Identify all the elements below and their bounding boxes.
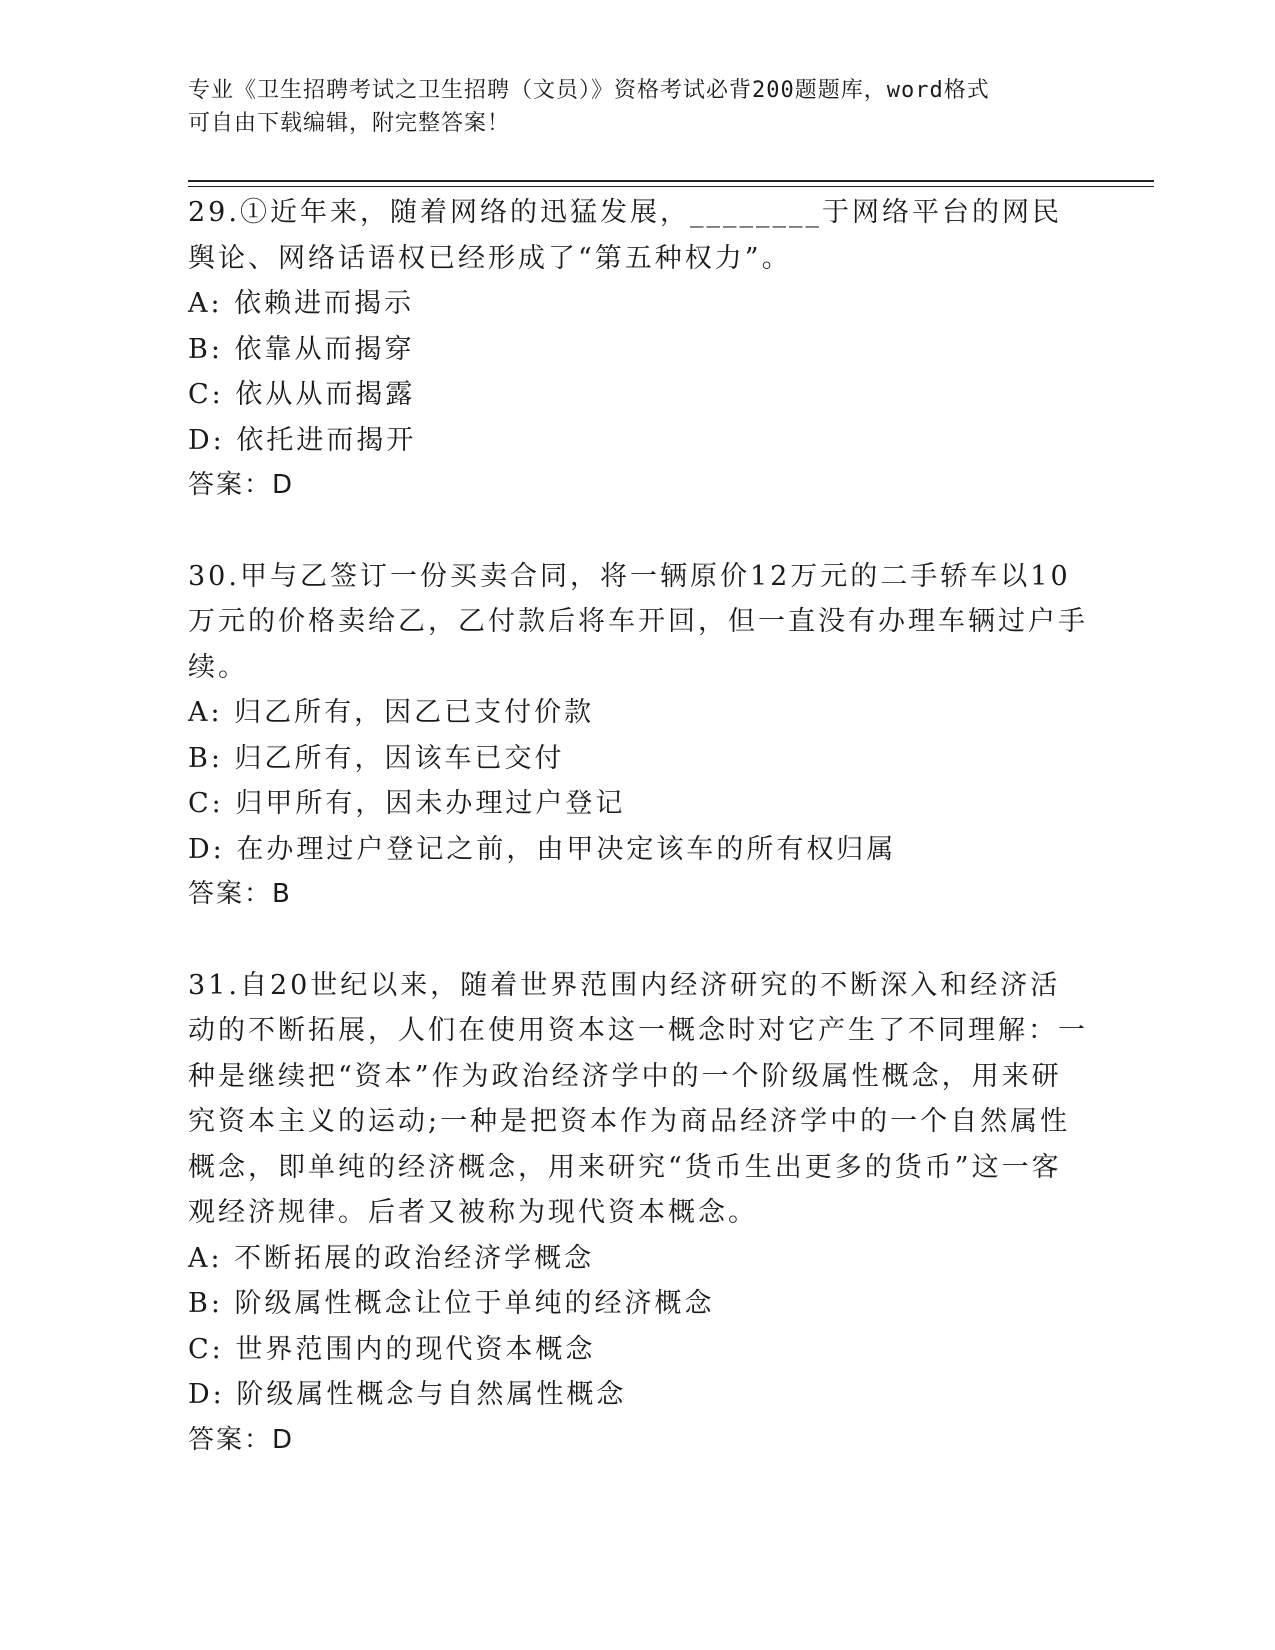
header-line-1: 专业《卫生招聘考试之卫生招聘（文员）》资格考试必背200题题库，word格式 [188,78,990,103]
answer-line: 答案：D [188,470,295,500]
option-d: D: 阶级属性概念与自然属性概念 [188,1379,627,1410]
option-b: B: 阶级属性概念让位于单纯的经济概念 [188,1288,715,1319]
option-d: D: 依托进而揭开 [188,424,417,456]
question-stem: 30.甲与乙签订一份买卖合同，将一辆原价12万元的二手轿车以10万元的价格卖给乙，乙付款后将车开回，但一直没有办理车辆过户手续。 [188,560,1088,683]
header-divider-thick [188,180,1154,182]
option-c: C: 归甲所有，因未办理过户登记 [188,788,626,819]
option-d: D: 在办理过户登记之前，由甲决定该车的所有权归属 [188,833,897,865]
option-a: A: 依赖进而揭示 [188,288,415,319]
question-list [188,190,1088,1508]
question-29 [188,190,1088,509]
answer-line: 答案：B [188,879,292,909]
answer-line: 答案：D [188,1424,295,1455]
option-b: B: 依靠从而揭穿 [188,333,415,365]
question-stem: 29.①近年来，随着网络的迅猛发展，________于网络平台的网民舆论、网络话语权已经形成了“第五种权力”。 [188,197,1062,274]
option-a: A: 不断拓展的政治经济学概念 [188,1242,595,1274]
document-header [188,74,1068,140]
question-stem: 31.自20世纪以来，随着世界范围内经济研究的不断深入和经济活动的不断拓展，人们在使用资本这一概念时对它产生了不同理解：一种是继续把“资本”作为政治经济学中的一个阶级属性概念，用来研究资本主义的运动;一种是把资本作为商品经济学中的一个自然属性概念，即单纯的经济概念，用来研究“货币生出更多的货币”这一客观经济规律。后者又被称为现代资本概念。 [188,969,1088,1228]
header-divider-thin [188,186,1154,187]
option-b: B: 归乙所有，因该车已交付 [188,742,565,774]
header-line-2: 可自由下载编辑，附完整答案！ [188,111,511,136]
question-30 [188,554,1088,918]
question-31 [188,963,1088,1464]
option-a: A: 归乙所有，因乙已支付价款 [188,697,595,728]
option-c: C: 世界范围内的现代资本概念 [188,1333,596,1365]
option-c: C: 依从从而揭露 [188,379,416,410]
